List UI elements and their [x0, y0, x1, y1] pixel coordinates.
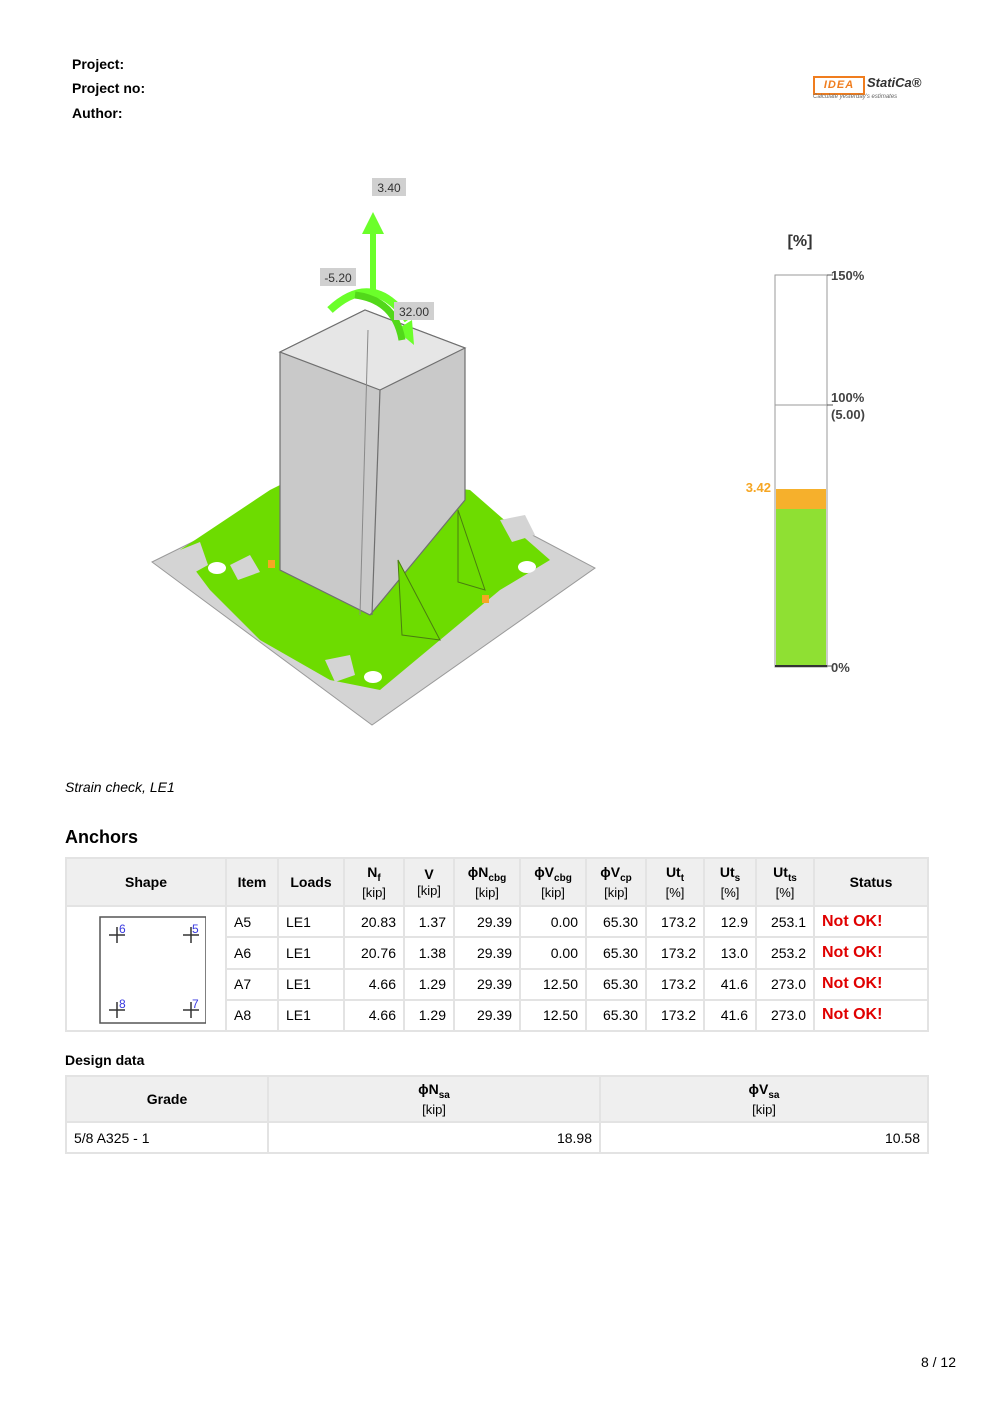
phivsa-sub: sa [768, 1089, 780, 1101]
yield-spot-1 [268, 560, 275, 568]
col-status: Status [814, 858, 928, 906]
v-symbol: V [424, 866, 434, 882]
phinsa-symbol: ϕN [418, 1081, 439, 1098]
cell-nf: 20.83 [344, 906, 404, 937]
moment1-label: -5.20 [324, 271, 352, 285]
cell-phivsa: 10.58 [600, 1122, 928, 1153]
cell-utts: 273.0 [756, 969, 814, 1000]
cell-uts: 12.9 [704, 906, 756, 937]
phivsa-unit: [kip] [752, 1101, 776, 1117]
table-row [66, 1122, 928, 1153]
cell-phinsa: 18.98 [268, 1122, 600, 1153]
cell-phivcbg: 12.50 [520, 1000, 586, 1031]
cell-phivcbg: 0.00 [520, 906, 586, 937]
utts-symbol: Ut [773, 864, 788, 881]
cell-status: Not OK! [814, 1000, 928, 1031]
cell-phivcbg: 0.00 [520, 937, 586, 968]
phivcbg-sub: cbg [554, 872, 572, 884]
cell-grade: 5/8 A325 - 1 [66, 1122, 268, 1153]
cell-utt: 173.2 [646, 937, 704, 968]
scale-svg [730, 225, 890, 685]
scale-label-mid-sub: (5.00) [831, 407, 865, 422]
idea-statica-logo [813, 74, 933, 104]
anchor-layout-diagram [86, 907, 206, 1027]
cell-phivcp: 65.30 [586, 937, 646, 968]
scale-fill-green [776, 509, 826, 666]
force-arrow-head [362, 212, 384, 234]
cell-uts: 41.6 [704, 1000, 756, 1031]
author-label: Author: [72, 105, 123, 121]
nf-symbol: N [367, 864, 378, 881]
cell-utt: 173.2 [646, 969, 704, 1000]
page-number: 8 / 12 [920, 1354, 956, 1370]
logo-mark: IDEA [813, 76, 865, 95]
nf-sub: f [377, 872, 381, 884]
cell-nf: 4.66 [344, 969, 404, 1000]
col-shape: Shape [66, 858, 226, 906]
cell-uts: 41.6 [704, 969, 756, 1000]
utts-sub: ts [787, 872, 797, 884]
utt-symbol: Ut [665, 864, 681, 881]
design-data-title: Design data [65, 1052, 145, 1068]
anchor-hole-right [518, 561, 536, 573]
scale-label-top: 150% [831, 268, 865, 283]
cell-phivcp: 65.30 [586, 906, 646, 937]
uts-sub: s [734, 872, 741, 884]
uts-unit: [%] [720, 884, 740, 900]
col-nf [344, 858, 404, 906]
cell-phincbg: 29.39 [454, 906, 520, 937]
cell-item: A6 [226, 937, 278, 968]
cell-nf: 4.66 [344, 1000, 404, 1031]
phivcbg-unit: [kip] [541, 884, 565, 900]
scale-fill-orange [776, 489, 826, 509]
phincbg-symbol: ϕN [467, 864, 489, 881]
design-data-table [65, 1075, 929, 1154]
anchors-table [65, 857, 929, 1032]
cell-item: A7 [226, 969, 278, 1000]
cell-v: 1.38 [404, 937, 454, 968]
cell-phincbg: 29.39 [454, 937, 520, 968]
scale-label-bottom: 0% [831, 660, 850, 675]
col-uts [704, 858, 756, 906]
phincbg-sub: cbg [488, 872, 507, 884]
cell-status: Not OK! [814, 937, 928, 968]
anchors-header-row [66, 858, 928, 906]
anchor-6-label: 6 [119, 922, 126, 936]
cell-utts: 253.1 [756, 906, 814, 937]
anchor-hole-front [364, 671, 382, 683]
cell-phincbg: 29.39 [454, 1000, 520, 1031]
anchor-5-label: 5 [192, 922, 199, 936]
phinsa-unit: [kip] [422, 1101, 446, 1117]
cell-utt: 173.2 [646, 906, 704, 937]
col-grade: Grade [66, 1076, 268, 1122]
cell-loads: LE1 [278, 969, 344, 1000]
cell-loads: LE1 [278, 1000, 344, 1031]
phivcp-symbol: ϕV [600, 864, 621, 881]
cell-item: A5 [226, 906, 278, 937]
scale-unit: [%] [787, 233, 813, 250]
nf-unit: [kip] [362, 884, 386, 900]
col-loads: Loads [278, 858, 344, 906]
cell-nf: 20.76 [344, 937, 404, 968]
v-unit: [kip] [417, 883, 441, 898]
cell-utts: 253.2 [756, 937, 814, 968]
col-phivsa [600, 1076, 928, 1122]
strain-check-figure [140, 170, 610, 730]
cell-phivcbg: 12.50 [520, 969, 586, 1000]
figure-svg [140, 170, 610, 730]
cell-phivcp: 65.30 [586, 969, 646, 1000]
col-utt [646, 858, 704, 906]
anchors-title: Anchors [65, 827, 139, 847]
cell-status: Not OK! [814, 969, 928, 1000]
col-v [404, 858, 454, 906]
anchor-7-label: 7 [192, 997, 199, 1011]
cell-item: A8 [226, 1000, 278, 1031]
logo-tagline: Calculate yesterday's estimates [813, 94, 898, 100]
phivcp-unit: [kip] [604, 884, 628, 900]
utt-unit: [%] [665, 884, 685, 900]
plate-outline [100, 917, 206, 1023]
scale-value-label: 3.42 [745, 480, 771, 495]
logo-name: StatiCa® [867, 75, 922, 90]
phivcbg-symbol: ϕV [534, 864, 555, 881]
cell-status: Not OK! [814, 906, 928, 937]
cell-phincbg: 29.39 [454, 969, 520, 1000]
cell-v: 1.37 [404, 906, 454, 937]
phivcp-sub: cp [620, 872, 632, 884]
table-row [66, 906, 928, 937]
force-label: 3.40 [377, 181, 401, 195]
strain-scale [730, 225, 890, 685]
col-utts [756, 858, 814, 906]
cell-utt: 173.2 [646, 1000, 704, 1031]
cell-loads: LE1 [278, 906, 344, 937]
col-phivcbg [520, 858, 586, 906]
project-no-label: Project no: [72, 80, 146, 96]
project-label: Project: [72, 56, 125, 72]
cell-utts: 273.0 [756, 1000, 814, 1031]
anchor-8-label: 8 [119, 997, 126, 1011]
cell-v: 1.29 [404, 969, 454, 1000]
phivsa-symbol: ϕV [748, 1081, 769, 1098]
scale-label-mid: 100% [831, 390, 865, 405]
shape-cell [66, 906, 226, 1031]
design-header-row [66, 1076, 928, 1122]
col-item: Item [226, 858, 278, 906]
phincbg-unit: [kip] [475, 884, 499, 900]
col-phinsa [268, 1076, 600, 1122]
cell-v: 1.29 [404, 1000, 454, 1031]
yield-spot-3 [482, 595, 489, 603]
utt-sub: t [680, 872, 685, 884]
cell-loads: LE1 [278, 937, 344, 968]
utts-unit: [%] [775, 884, 795, 900]
col-phincbg [454, 858, 520, 906]
uts-symbol: Ut [719, 864, 735, 881]
anchor-hole-left [208, 562, 226, 574]
figure-caption: Strain check, LE1 [65, 779, 175, 795]
col-phivcp [586, 858, 646, 906]
cell-uts: 13.0 [704, 937, 756, 968]
moment2-label: 32.00 [398, 305, 430, 319]
cell-phivcp: 65.30 [586, 1000, 646, 1031]
phinsa-sub: sa [438, 1089, 450, 1101]
